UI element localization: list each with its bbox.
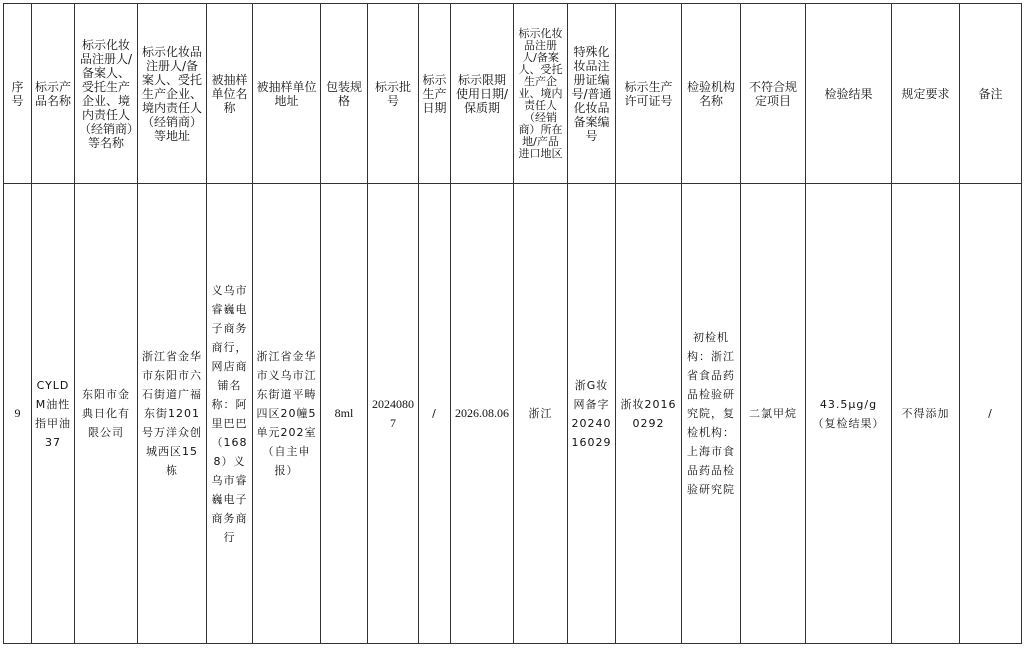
cell-index: 9 [4,184,32,644]
cell-registrant-name: 东阳市金典日化有限公司 [75,184,138,644]
header-row [4,4,1022,184]
header-region: 标示化妆品注册人/备案人、受托生产企业、境内责任人（经销商）所在地/产品进口地区 [514,4,568,184]
header-registrant-address: 标示化妆品注册人/备案人、受托生产企业、境内责任人（经销商）等地址 [138,4,207,184]
cell-package: 8ml [321,184,368,644]
cell-region: 浙江 [514,184,568,644]
cell-batch: 20240807 [368,184,419,644]
header-expiry: 标示限期使用日期/保质期 [451,4,514,184]
inspection-table [3,3,1022,644]
header-product-name: 标示产品名称 [32,4,75,184]
cell-filing-number: 浙G妆网备字2024016029 [568,184,616,644]
cell-registrant-address: 浙江省金华市东阳市六石街道广福东街1201号万洋众创城西区15栋 [138,184,207,644]
header-index: 序号 [4,4,32,184]
cell-remark: / [960,184,1022,644]
cell-lab: 初检机构：浙江省食品药品检验研究院，复检机构：上海市食品药品检验研究院 [682,184,741,644]
cell-failed-item: 二氯甲烷 [741,184,806,644]
cell-production-date: / [419,184,451,644]
header-batch: 标示批号 [368,4,419,184]
cell-product-name: CYLDM油性指甲油37 [32,184,75,644]
header-filing-number: 特殊化妆品注册证编号/普通化妆品备案编号 [568,4,616,184]
header-failed-item: 不符合规定项目 [741,4,806,184]
header-registrant-name: 标示化妆品注册人/备案人、受托生产企业、境内责任人（经销商）等名称 [75,4,138,184]
table-row [4,184,1022,644]
header-lab: 检验机构名称 [682,4,741,184]
cell-license: 浙妆20160292 [616,184,682,644]
header-license: 标示生产许可证号 [616,4,682,184]
header-requirement: 规定要求 [892,4,960,184]
header-production-date: 标示生产日期 [419,4,451,184]
cell-result: 43.5μg/g（复检结果） [806,184,892,644]
header-remark: 备注 [960,4,1022,184]
header-sampled-unit-name: 被抽样单位名称 [207,4,253,184]
cell-sampled-unit-address: 浙江省金华市义乌市江东街道平畴四区20幢5单元202室（自主申报） [253,184,321,644]
header-result: 检验结果 [806,4,892,184]
header-sampled-unit-address: 被抽样单位地址 [253,4,321,184]
header-package: 包装规格 [321,4,368,184]
cell-expiry: 2026.08.06 [451,184,514,644]
cell-sampled-unit-name: 义乌市睿巍电子商务商行，网店商铺名称：阿里巴巴（1688）义乌市睿巍电子商务商行 [207,184,253,644]
cell-requirement: 不得添加 [892,184,960,644]
